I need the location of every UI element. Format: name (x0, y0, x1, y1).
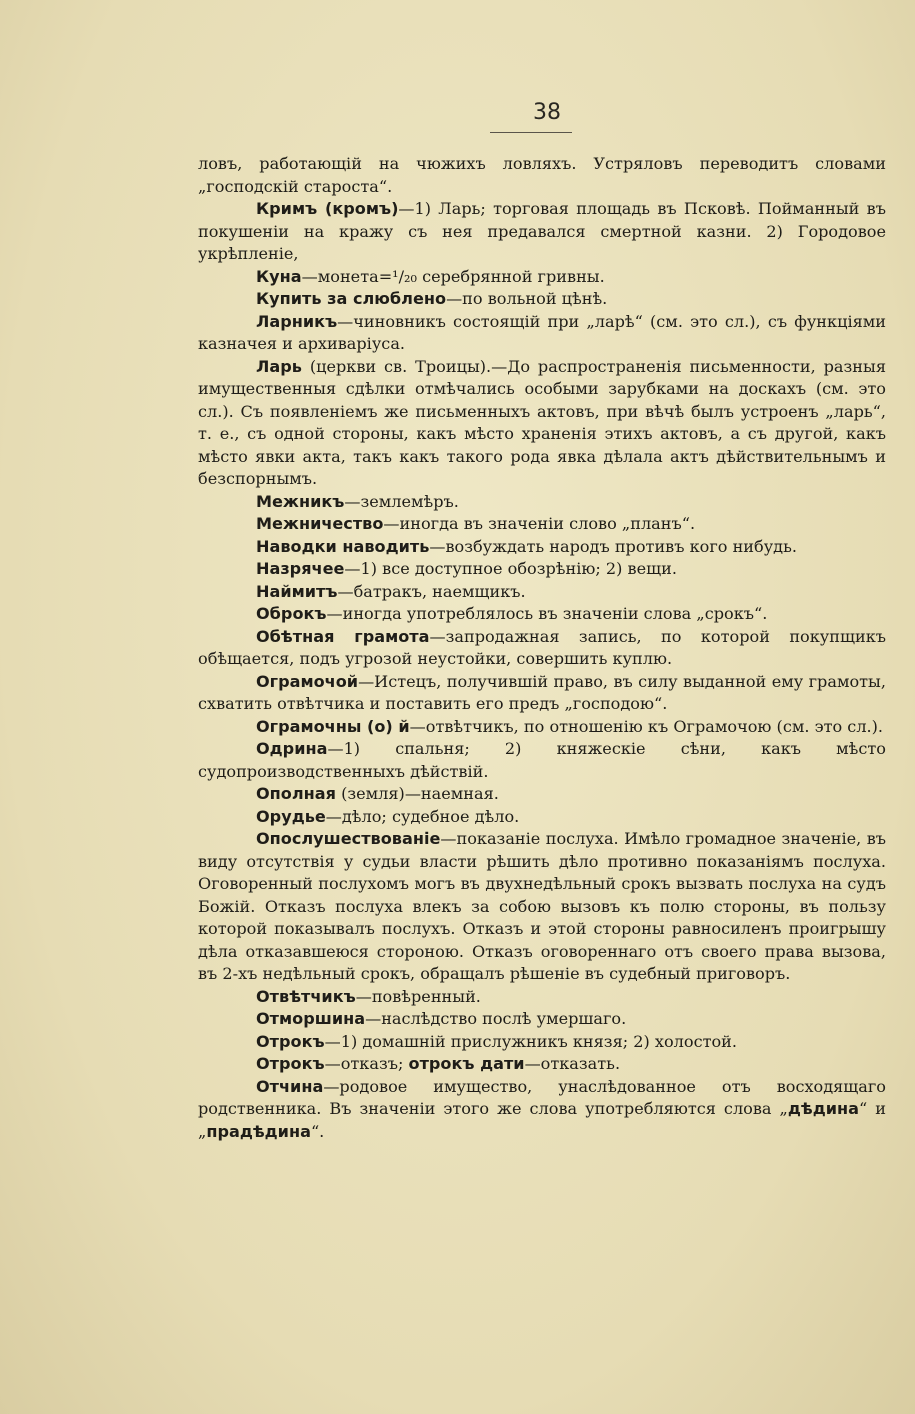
entry-subterm: дѣдина (787, 1099, 859, 1118)
glossary-entry (198, 311, 886, 356)
entry-headword: Назрячее (256, 559, 345, 578)
entry-headword: Отрокъ (256, 1054, 325, 1073)
entry-headword: Отвѣтчикъ (256, 986, 356, 1006)
entry-headword: Наймитъ (256, 581, 338, 601)
entry-headword: Одрина (256, 739, 328, 758)
entry-headword: Отчина (256, 1076, 324, 1096)
entry-headword: Ларникъ (256, 311, 338, 331)
entry-headword: Ограмочны (о) й (256, 716, 410, 736)
entry-definition: —монета=¹/₂₀ серебрянной гривны. (301, 266, 605, 286)
glossary-entry (198, 671, 886, 716)
glossary-entry (198, 1053, 886, 1076)
entry-definition: —1) Ларь; торговая площадь въ Псковѣ. Пойманный въ покушеніи на кражу съ нея предавался смертной казни. 2) Городовое укрѣпленіе, (198, 199, 886, 263)
entry-headword: Куна (256, 266, 302, 286)
entry-headword: Отрокъ (256, 1031, 325, 1051)
glossary-text (198, 153, 886, 1143)
entry-definition: —отказать. (524, 1054, 621, 1073)
entry-headword: Межникъ (256, 491, 345, 511)
entry-definition: —отвѣтчикъ, по отношенію къ Ограмочою (см. это сл.). (409, 716, 884, 736)
glossary-entry (198, 783, 886, 806)
glossary-entry (198, 1008, 886, 1031)
glossary-entry (198, 558, 886, 581)
glossary-entry (198, 806, 886, 829)
entry-definition: (церкви св. Троицы).—До распространенія письменности, разныя имущественныя сдѣлки отмѣчались особыми зарубками на доскахъ (см. это сл.). Съ появленіемъ же письменныхъ актовъ, при вѣчѣ былъ устроенъ „ларь“, т. е., съ одной стороны, какъ мѣсто храненія этихъ актовъ, а съ другой, какъ мѣсто явки акта, такъ какъ такого рода явка дѣлала актъ дѣйствительнымъ и безспорнымъ. (198, 356, 886, 488)
entry-definition: —1) все доступное обозрѣнію; 2) вещи. (344, 559, 677, 578)
entry-definition: —1) домашній прислужникъ князя; 2) холостой. (324, 1031, 738, 1051)
entry-headword: Ограмочой (256, 671, 359, 691)
entry-headword: Обѣтная грамота (256, 626, 430, 646)
glossary-entry (198, 716, 886, 739)
entry-definition: —родовое имущество, унаслѣдованное отъ восходящаго родственника. Въ значеніи этого же слова употребляются слова „ (198, 1076, 886, 1118)
glossary-entry (198, 513, 886, 536)
entry-definition: —батракъ, наемщикъ. (337, 581, 526, 601)
entry-definition: —запродажная запись, по которой покупщикъ обѣщается, подъ угрозой неустойки, совершить куплю. (198, 626, 886, 668)
entry-headword: Межничество (256, 514, 384, 533)
entry-definition: —1) спальня; 2) княжескіе сѣни, какъ мѣсто судопроизводственныхъ дѣйствій. (198, 739, 886, 781)
entry-definition: —возбуждать народъ противъ кого нибудь. (429, 536, 797, 556)
glossary-entry (198, 1076, 886, 1144)
glossary-entry (198, 626, 886, 671)
glossary-entry (198, 288, 886, 311)
glossary-entry (198, 581, 886, 604)
entry-definition: —показаніе послуха. Имѣло громадное значеніе, въ виду отсутствія у судьи власти рѣшить дѣло противно показаніямъ послуха. Оговоренный послухомъ могъ въ двухнедѣльный срокъ вызвать послуха на судъ Божій. Отказъ послуха влекъ за собою вызовъ къ полю стороны, въ пользу которой показывалъ послухъ. Отказъ и этой стороны равносиленъ проигрышу дѣла отказавшеюся стороною. Отказъ оговореннаго отъ своего права вызова, въ 2-хъ недѣльный срокъ, обращалъ рѣшеніе въ судебный приговоръ. (198, 829, 886, 983)
glossary-entry (198, 491, 886, 514)
entry-definition: —повѣренный. (355, 986, 481, 1006)
entry-headword: Ополная (256, 784, 336, 803)
entry-definition: —дѣло; судебное дѣло. (325, 806, 520, 826)
entry-definition: —наслѣдство послѣ умершаго. (365, 1009, 627, 1028)
entry-definition: —землемѣръ. (344, 491, 459, 511)
entry-definition: —отказъ; (324, 1054, 409, 1073)
entry-headword: Кримъ (кромъ) (256, 199, 399, 218)
entry-headword: Отморшина (256, 1009, 366, 1028)
glossary-entry (198, 1031, 886, 1054)
entry-headword: Опослушествованіе (256, 829, 441, 848)
glossary-entry (198, 536, 886, 559)
entry-headword: Купить за слюблено (256, 289, 447, 308)
glossary-entry (198, 986, 886, 1009)
glossary-entry (198, 738, 886, 783)
entry-definition: “ и „ (198, 1099, 886, 1141)
entry-definition: —иногда употреблялось въ значеніи слова „срокъ“. (326, 604, 768, 623)
glossary-entry (198, 603, 886, 626)
page-number-rule (490, 132, 572, 133)
entry-headword: Ларь (256, 356, 302, 376)
entry-definition: ловъ, работающій на чюжихъ ловляхъ. Устряловъ переводитъ словами „господскій староста“. (198, 154, 886, 196)
glossary-entry (198, 198, 886, 266)
entry-subterm: прадѣдина (206, 1121, 311, 1141)
glossary-entry (198, 356, 886, 491)
entry-definition: (земля)—наемная. (335, 784, 499, 803)
entry-subterm: отрокъ дати (408, 1054, 525, 1073)
glossary-entry (198, 828, 886, 986)
entry-headword: Наводки наводить (256, 536, 430, 556)
entry-definition: —Истецъ, получившій право, въ силу выданной ему грамоты, схватить отвѣтчика и поставить его предъ „господою“. (198, 671, 886, 713)
page-number: 38 (533, 100, 561, 125)
entry-headword: Орудье (256, 806, 326, 826)
entry-headword: Оброкъ (256, 604, 327, 623)
entry-definition: —чиновникъ состоящій при „ларѣ“ (см. это сл.), съ функціями казначея и архиваріуса. (198, 311, 886, 353)
entry-definition: —иногда въ значеніи слово „планъ“. (383, 514, 696, 533)
entry-definition: “. (310, 1121, 325, 1141)
glossary-entry (198, 266, 886, 289)
entry-definition: —по вольной цѣнѣ. (446, 289, 608, 308)
continued-paragraph (198, 153, 886, 198)
